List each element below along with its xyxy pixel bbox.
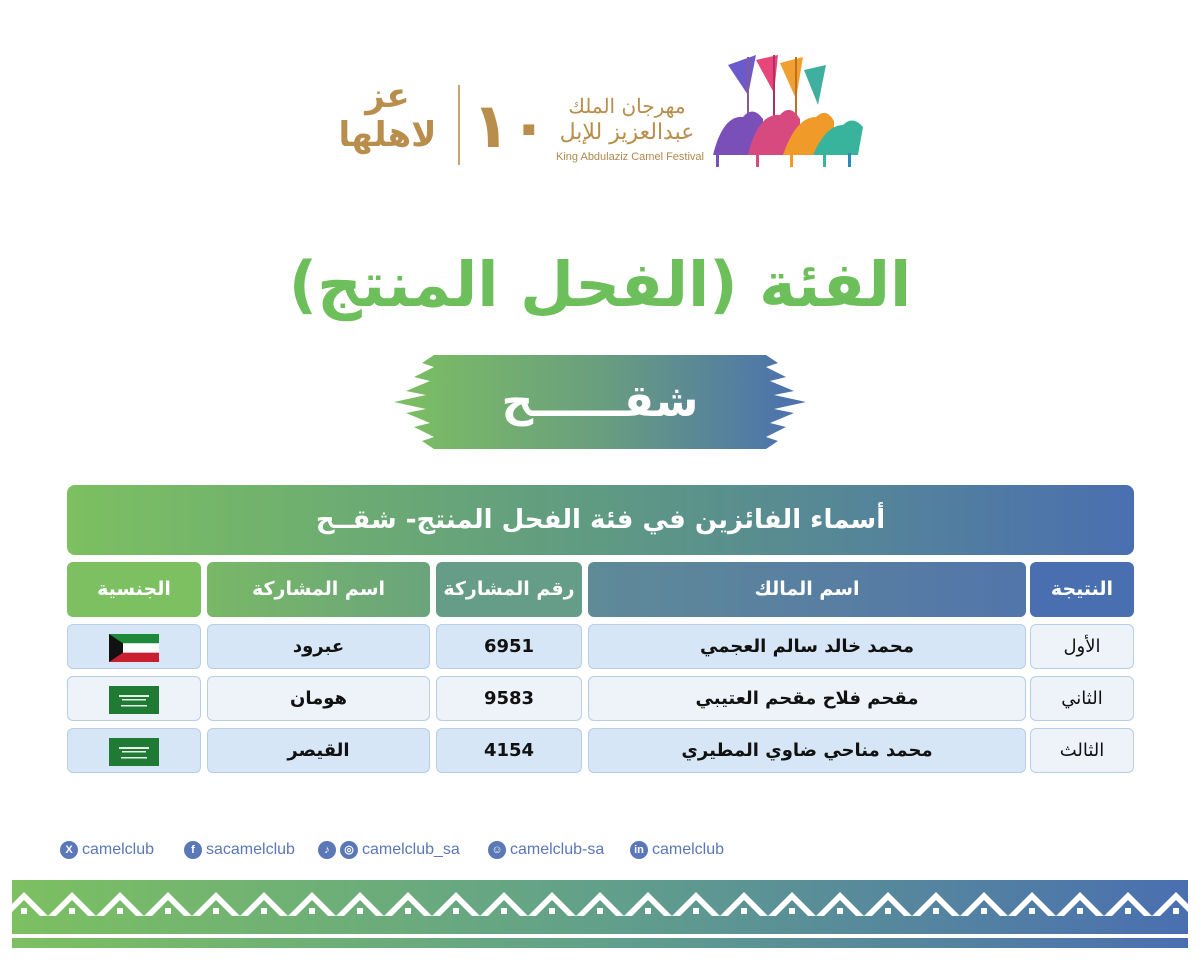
facebook-icon: f (184, 841, 202, 859)
row-1-entry-name: عبرود (207, 624, 430, 669)
category-title: الفئة (الفحل المنتج) (288, 248, 912, 321)
social-x-handle: camelclub (82, 841, 155, 858)
festival-name-english: King Abdulaziz Camel Festival (556, 151, 704, 163)
saudi-flag-icon (109, 686, 159, 714)
badge-label: شقــــــح (501, 376, 699, 427)
saudi-flag-icon (109, 738, 159, 766)
logo-divider (458, 85, 460, 165)
social-linkedin-handle: camelclub (652, 841, 725, 858)
social-facebook[interactable] (184, 838, 295, 862)
row-2-owner: مقحم فلاح مقحم العتيبي (588, 676, 1026, 721)
row-3-entry-name: القيصر (207, 728, 430, 773)
row-1-owner: محمد خالد سالم العجمي (588, 624, 1026, 669)
row-3-owner: محمد مناحي ضاوي المطيري (588, 728, 1026, 773)
winners-table-title: أسماء الفائزين في فئة الفحل المنتج- شقــح (67, 485, 1134, 555)
festival-name-line2: عبدالعزيز للإبل (559, 120, 695, 145)
social-snapchat-handle: camelclub-sa (510, 841, 605, 858)
edition-number: ١٠ (472, 89, 548, 162)
social-instagram-handle: camelclub_sa (362, 841, 460, 858)
column-header-entry-name: اسم المشاركة (207, 562, 430, 617)
festival-logo-header (330, 55, 870, 175)
decorative-sadu-band (0, 880, 1200, 950)
snapchat-icon: ☺ (488, 841, 506, 859)
social-tiktok-instagram[interactable] (318, 838, 460, 862)
row-1-nationality (67, 624, 201, 669)
ezz-logo-line1: عز (365, 76, 410, 116)
row-3-result: الثالث (1030, 728, 1134, 773)
social-x[interactable] (60, 838, 154, 862)
camel-caravan-logo-icon (708, 55, 868, 170)
row-2-entry-number: 9583 (436, 676, 582, 721)
social-snapchat[interactable] (488, 838, 604, 862)
tiktok-icon: ♪ (318, 841, 336, 859)
social-linkedin[interactable] (630, 838, 724, 862)
social-links (60, 838, 820, 862)
row-3-entry-number: 4154 (436, 728, 582, 773)
row-3-nationality (67, 728, 201, 773)
ezz-lahlaha-logo (330, 77, 445, 167)
linkedin-icon: in (630, 841, 648, 859)
festival-name-arabic (542, 93, 712, 147)
instagram-icon: ◎ (340, 841, 358, 859)
row-2-nationality (67, 676, 201, 721)
x-icon: X (60, 841, 78, 859)
ezz-logo-line2: لاهلها (338, 115, 437, 155)
column-header-nationality: الجنسية (67, 562, 201, 617)
row-2-result: الثاني (1030, 676, 1134, 721)
row-2-entry-name: هومان (207, 676, 430, 721)
row-1-result: الأول (1030, 624, 1134, 669)
category-badge (394, 355, 806, 449)
festival-name-line1: مهرجان الملك (568, 94, 686, 118)
row-1-entry-number: 6951 (436, 624, 582, 669)
column-header-result: النتيجة (1030, 562, 1134, 617)
column-header-owner: اسم المالك (588, 562, 1026, 617)
column-header-entry-number: رقم المشاركة (436, 562, 582, 617)
social-facebook-handle: sacamelclub (206, 841, 295, 858)
kuwait-flag-icon (109, 634, 159, 662)
